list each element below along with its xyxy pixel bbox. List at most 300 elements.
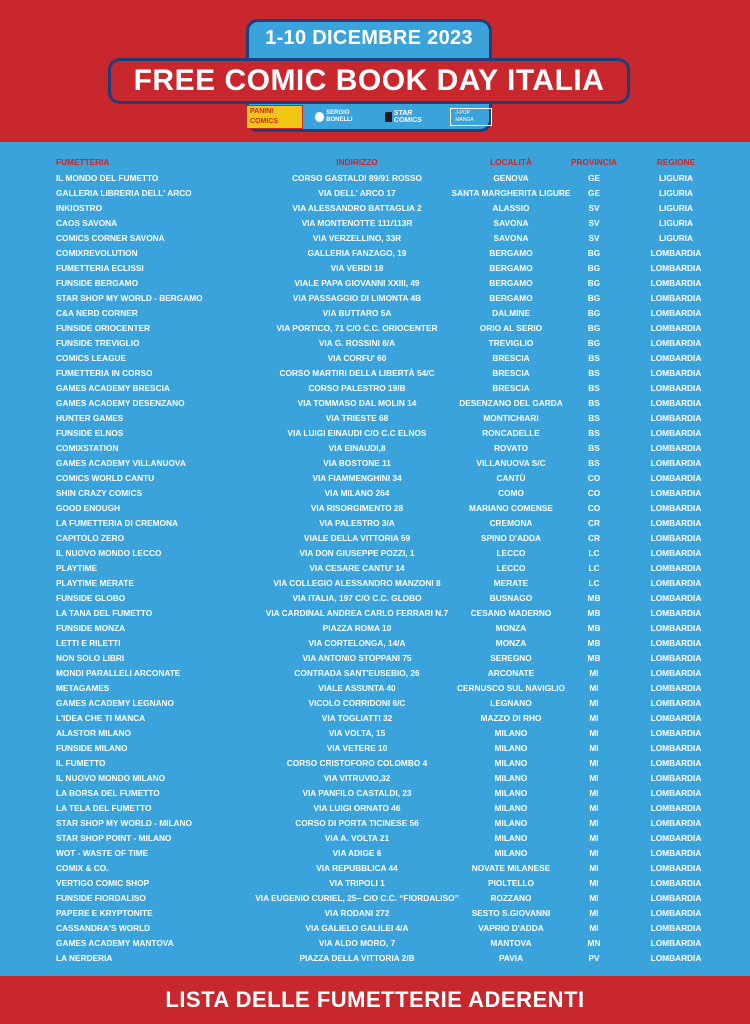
shop-name: LA FUMETTERIA DI CREMONA (56, 518, 178, 528)
shop-region: LOMBARDIA (650, 698, 702, 708)
shop-address: CONTRADA SANT'EUSEBIO, 26 (294, 668, 420, 678)
table-row (0, 681, 750, 696)
shop-name: IL NUOVO MONDO LECCO (56, 548, 162, 558)
shop-name: FUNSIDE MILANO (56, 743, 128, 753)
shop-locality: MERATE (493, 578, 529, 588)
shop-province: BG (587, 338, 601, 348)
shop-region: LIGURIA (658, 218, 694, 228)
shop-province: MB (587, 623, 601, 633)
shop-region: LOMBARDIA (650, 623, 702, 633)
shop-region: LOMBARDIA (650, 338, 702, 348)
shop-region: LOMBARDIA (650, 758, 702, 768)
shop-region: LOMBARDIA (650, 563, 702, 573)
shop-province: MB (587, 608, 601, 618)
shop-name: CAOS SAVONA (56, 218, 118, 228)
shop-province: MB (587, 593, 601, 603)
shop-name: LA TELA DEL FUMETTO (56, 803, 152, 813)
shop-name: C&A NERD CORNER (56, 308, 138, 318)
column-header-locality: LOCALITÀ (490, 157, 532, 167)
shop-locality: ORIO AL SERIO (479, 323, 543, 333)
shop-region: LOMBARDIA (650, 548, 702, 558)
shop-address: VIA VERDI 18 (330, 263, 384, 273)
shop-address: VIA CESARE CANTU' 14 (309, 563, 405, 573)
jpop-manga-logo: J-POP MANGA (450, 108, 492, 126)
shop-name: IL FUMETTO (56, 758, 106, 768)
table-body (0, 171, 750, 966)
shop-locality: SAVONA (493, 233, 529, 243)
shop-province: MI (589, 698, 599, 708)
table-row (0, 711, 750, 726)
shop-address: PIAZZA DELLA VITTORIA 2/B (299, 953, 415, 963)
shop-region: LOMBARDIA (650, 593, 702, 603)
shop-province: MI (589, 863, 599, 873)
shop-region: LOMBARDIA (650, 488, 702, 498)
shop-locality: RONCADELLE (482, 428, 540, 438)
shop-province: CR (588, 533, 600, 543)
shop-locality: DALMINE (492, 308, 530, 318)
shop-region: LOMBARDIA (650, 713, 702, 723)
event-dates: 1-10 DICEMBRE 2023 (265, 27, 473, 49)
shop-name: PLAYTIME (56, 563, 98, 573)
shop-locality: VILLANUOVA S/C (476, 458, 546, 468)
shop-name: CASSANDRA'S WORLD (56, 923, 151, 933)
shop-address: VIA ADIGE 6 (332, 848, 382, 858)
table-row (0, 756, 750, 771)
table-row (0, 666, 750, 681)
shop-region: LOMBARDIA (650, 308, 702, 318)
shop-region: LOMBARDIA (650, 818, 702, 828)
shop-region: LOMBARDIA (650, 683, 702, 693)
shop-name: LETTI E RILETTI (56, 638, 121, 648)
shops-table (0, 155, 750, 966)
table-row (0, 576, 750, 591)
shop-address: VIA MONTENOTTE 111/113R (301, 218, 413, 228)
shop-address: VIA TOMMASO DAL MOLIN 14 (297, 398, 417, 408)
shop-region: LOMBARDIA (650, 503, 702, 513)
shop-name: LA TANA DEL FUMETTO (56, 608, 153, 618)
shop-province: LC (588, 548, 600, 558)
shop-address: VIA PORTICO, 71 C/O C.C. ORIOCENTER (276, 323, 438, 333)
shop-locality: LECCO (496, 563, 526, 573)
star-comics-logo (385, 110, 438, 124)
shop-address: VIALE DELLA VITTORIA 59 (303, 533, 411, 543)
table-row (0, 726, 750, 741)
shop-name: LA NERDERIA (56, 953, 113, 963)
shop-region: LOMBARDIA (650, 293, 702, 303)
shop-address: VIA MILANO 264 (324, 488, 390, 498)
table-row (0, 846, 750, 861)
shop-address: VIA BOSTONE 11 (323, 458, 391, 468)
table-row (0, 276, 750, 291)
shop-name: STAR SHOP POINT - MILANO (56, 833, 172, 843)
shop-address: VIA G. ROSSINI 6/A (318, 338, 396, 348)
shop-region: LOMBARDIA (650, 653, 702, 663)
shop-locality: MILANO (494, 773, 528, 783)
shop-locality: CESANO MADERNO (470, 608, 552, 618)
table-row (0, 366, 750, 381)
shop-name: FUMETTERIA ECLISSI (56, 263, 144, 273)
shop-region: LOMBARDIA (650, 473, 702, 483)
shop-province: GE (588, 173, 600, 183)
shop-region: LOMBARDIA (650, 788, 702, 798)
table-row (0, 456, 750, 471)
shop-locality: MILANO (494, 803, 528, 813)
shop-locality: DESENZANO DEL GARDA (459, 398, 563, 408)
shop-name: GAMES ACADEMY DESENZANO (56, 398, 185, 408)
shop-region: LOMBARDIA (650, 773, 702, 783)
shop-locality: GENOVA (493, 173, 529, 183)
table-row (0, 696, 750, 711)
shop-region: LOMBARDIA (650, 458, 702, 468)
shop-province: BS (588, 443, 600, 453)
shop-province: GE (588, 188, 600, 198)
shop-region: LOMBARDIA (650, 728, 702, 738)
shop-region: LOMBARDIA (650, 848, 702, 858)
shop-address: VIA RODANI 272 (324, 908, 390, 918)
shop-province: BS (588, 413, 600, 423)
column-header-address: INDIRIZZO (336, 157, 378, 167)
shop-region: LOMBARDIA (650, 923, 702, 933)
shop-region: LOMBARDIA (650, 578, 702, 588)
shop-name: IL MONDO DEL FUMETTO (56, 173, 159, 183)
shop-province: BS (588, 428, 600, 438)
shop-province: MI (589, 893, 599, 903)
shop-region: LOMBARDIA (650, 518, 702, 528)
shop-address: VIA VITRUVIO,32 (323, 773, 391, 783)
shop-locality: MILANO (494, 848, 528, 858)
shop-province: MI (589, 668, 599, 678)
shop-province: MI (589, 713, 599, 723)
shop-name: STAR SHOP MY WORLD - MILANO (56, 818, 192, 828)
shop-address: VIA PALESTRO 3/A (319, 518, 395, 528)
shop-province: CR (588, 518, 600, 528)
shop-region: LOMBARDIA (650, 953, 702, 963)
table-row (0, 486, 750, 501)
shop-locality: MARIANO COMENSE (469, 503, 553, 513)
shop-name: COMIXSTATION (56, 443, 119, 453)
shop-name: FUNSIDE ELNOS (56, 428, 124, 438)
shop-province: MI (589, 788, 599, 798)
shop-locality: MANTOVA (490, 938, 532, 948)
shop-province: MI (589, 743, 599, 753)
shop-locality: MONZA (495, 623, 527, 633)
shop-address: VIA EINAUDI,8 (328, 443, 386, 453)
table-row (0, 321, 750, 336)
shop-province: PV (588, 953, 600, 963)
table-row (0, 561, 750, 576)
table-row (0, 246, 750, 261)
shop-address: CORSO MARTIRI DELLA LIBERTÀ 54/C (279, 368, 435, 378)
shop-name: FUMETTERIA IN CORSO (56, 368, 153, 378)
shop-address: VIA CORTELONGA, 14/A (308, 638, 406, 648)
bonelli-mark-icon (315, 112, 324, 122)
shop-locality: MAZZO DI RHO (480, 713, 542, 723)
column-header-province: PROVINCIA (570, 157, 618, 167)
shop-name: SHIN CRAZY COMICS (56, 488, 143, 498)
shop-province: BS (588, 398, 600, 408)
shop-address: VIA LUIGI ORNATO 46 (313, 803, 401, 813)
shop-name: GALLERIA LIBRERIA DELL' ARCO (56, 188, 192, 198)
table-row (0, 591, 750, 606)
table-row (0, 771, 750, 786)
table-row (0, 876, 750, 891)
shop-name: PLAYTIME MERATE (56, 578, 134, 588)
list-title: LISTA DELLE FUMETTERIE ADERENTI (165, 987, 585, 1012)
shop-province: MI (589, 683, 599, 693)
shop-province: BG (587, 308, 601, 318)
shop-address: VIA DELL' ARCO 17 (318, 188, 396, 198)
sergio-bonelli-label: SERGIO BONELLI (326, 110, 353, 123)
shop-province: MI (589, 728, 599, 738)
shop-province: MI (589, 818, 599, 828)
shop-address: VIA VOLTA, 15 (328, 728, 386, 738)
shop-province: CO (587, 503, 601, 513)
shop-province: MI (589, 758, 599, 768)
shop-address: VIA REPUBBLICA 44 (316, 863, 398, 873)
shop-region: LIGURIA (658, 203, 694, 213)
shop-region: LOMBARDIA (650, 938, 702, 948)
shop-region: LOMBARDIA (650, 668, 702, 678)
shop-region: LOMBARDIA (650, 608, 702, 618)
shop-name: L'IDEA CHE TI MANCA (56, 713, 146, 723)
shop-address: CORSO GASTALDI 89/91 ROSSO (292, 173, 422, 183)
shop-region: LOMBARDIA (650, 353, 702, 363)
shop-name: COMICS LEAGUE (56, 353, 127, 363)
shop-address: VIA GALIELO GALILEI 4/A (305, 923, 409, 933)
shop-region: LOMBARDIA (650, 428, 702, 438)
shop-province: SV (588, 233, 600, 243)
shop-locality: MILANO (494, 728, 528, 738)
shop-locality: MONZA (495, 638, 527, 648)
shop-locality: LEGNANO (490, 698, 532, 708)
shop-name: MONDI PARALLELI ARCONATE (56, 668, 181, 678)
shop-address: VIA ALESSANDRO BATTAGLIA 2 (292, 203, 422, 213)
shop-region: LOMBARDIA (650, 398, 702, 408)
shop-name: VERTIGO COMIC SHOP (56, 878, 150, 888)
shop-locality: SESTO S.GIOVANNI (471, 908, 551, 918)
shop-name: GOOD ENOUGH (56, 503, 121, 513)
shop-locality: BUSNAGO (489, 593, 533, 603)
shop-province: LC (588, 578, 600, 588)
shop-province: BG (587, 323, 601, 333)
shop-address: CORSO CRISTOFORO COLOMBO 4 (286, 758, 428, 768)
shop-name: GAMES ACADEMY VILLANUOVA (56, 458, 186, 468)
shop-region: LOMBARDIA (650, 413, 702, 423)
table-row (0, 261, 750, 276)
shop-name: GAMES ACADEMY BRESCIA (56, 383, 170, 393)
shop-region: LOMBARDIA (650, 248, 702, 258)
shop-address: VIA EUGENIO CURIEL, 25– C/O C.C. “FIORDALISO” (255, 893, 459, 903)
shop-name: COMICS CORNER SAVONA (56, 233, 165, 243)
table-row (0, 891, 750, 906)
table-row (0, 201, 750, 216)
shop-name: FUNSIDE ORIOCENTER (56, 323, 151, 333)
shop-locality: NOVATE MILANESE (471, 863, 551, 873)
column-header-shop: FUMETTERIA (56, 157, 110, 167)
shop-name: COMIXREVOLUTION (56, 248, 138, 258)
shop-locality: MONTICHIARI (483, 413, 539, 423)
shop-province: MI (589, 833, 599, 843)
table-row (0, 621, 750, 636)
shop-address: PIAZZA ROMA 10 (322, 623, 392, 633)
shop-locality: PAVIA (498, 953, 524, 963)
shop-name: COMICS WORLD CANTU (56, 473, 155, 483)
table-row (0, 861, 750, 876)
shop-address: VIA COLLEGIO ALESSANDRO MANZONI 8 (273, 578, 441, 588)
shop-name: COMIX & CO. (56, 863, 109, 873)
table-row (0, 336, 750, 351)
table-row (0, 651, 750, 666)
shop-locality: PIOLTELLO (488, 878, 534, 888)
shop-locality: SPINO D'ADDA (480, 533, 542, 543)
shop-province: MI (589, 773, 599, 783)
shop-locality: ALASSIO (492, 203, 530, 213)
shop-locality: ROZZANO (490, 893, 532, 903)
shop-locality: SANTA MARGHERITA LIGURE (451, 188, 571, 198)
shop-address: VIA A. VOLTA 21 (324, 833, 390, 843)
table-row (0, 636, 750, 651)
shop-province: LC (588, 563, 600, 573)
shop-locality: MILANO (494, 743, 528, 753)
table-row (0, 231, 750, 246)
table-row (0, 936, 750, 951)
table-row (0, 816, 750, 831)
shop-province: MI (589, 878, 599, 888)
shop-locality: BRESCIA (492, 353, 530, 363)
table-row (0, 306, 750, 321)
shop-region: LOMBARDIA (650, 278, 702, 288)
shop-name: GAMES ACADEMY LEGNANO (56, 698, 175, 708)
shop-locality: MILANO (494, 818, 528, 828)
shop-address: VIA VETERE 10 (326, 743, 388, 753)
table-row (0, 786, 750, 801)
shop-locality: SAVONA (493, 218, 529, 228)
shop-address: CORSO PALESTRO 19/B (308, 383, 406, 393)
table-row (0, 546, 750, 561)
shop-address: VIA DON GIUSEPPE POZZI, 1 (299, 548, 415, 558)
column-header-region: REGIONE (656, 157, 696, 167)
shop-locality: BRESCIA (492, 383, 530, 393)
table-row (0, 441, 750, 456)
shop-locality: COMO (498, 488, 524, 498)
shop-address: VIA TOGLIATTI 32 (321, 713, 393, 723)
table-row (0, 396, 750, 411)
shop-region: LOMBARDIA (650, 533, 702, 543)
shop-region: LOMBARDIA (650, 893, 702, 903)
panini-comics-logo: PANINI COMICS (246, 105, 303, 129)
shop-name: FUNSIDE GLOBO (56, 593, 126, 603)
shop-region: LOMBARDIA (650, 743, 702, 753)
shop-province: MB (587, 638, 601, 648)
shop-name: METAGAMES (56, 683, 110, 693)
shop-name: CAPITOLO ZERO (56, 533, 125, 543)
table-header (0, 155, 750, 171)
shop-province: CO (587, 473, 601, 483)
shop-locality: BERGAMO (489, 293, 533, 303)
shop-region: LOMBARDIA (650, 803, 702, 813)
shop-province: BG (587, 248, 601, 258)
shop-locality: CERNUSCO SUL NAVIGLIO (456, 683, 566, 693)
shop-province: MI (589, 908, 599, 918)
shop-province: MN (587, 938, 601, 948)
shop-name: WOT - WASTE OF TIME (56, 848, 149, 858)
publisher-logos (246, 108, 492, 126)
shop-province: BS (588, 368, 600, 378)
shop-region: LOMBARDIA (650, 383, 702, 393)
shop-locality: BRESCIA (492, 368, 530, 378)
shop-locality: BERGAMO (489, 248, 533, 258)
star-comics-mark-icon (385, 112, 391, 122)
shop-locality: ARCONATE (487, 668, 535, 678)
shop-address: VIA ANTONIO STOPPANI 75 (302, 653, 412, 663)
shop-locality: MILANO (494, 758, 528, 768)
shop-locality: TREVIGLIO (488, 338, 534, 348)
shop-name: FUNSIDE MONZA (56, 623, 126, 633)
shop-name: GAMES ACADEMY MANTOVA (56, 938, 174, 948)
shop-address: VIA ITALIA, 197 C/O C.C. GLOBO (292, 593, 422, 603)
table-row (0, 381, 750, 396)
shop-name: STAR SHOP MY WORLD - BERGAMO (56, 293, 203, 303)
event-title: FREE COMIC BOOK DAY ITALIA (108, 58, 630, 104)
shop-locality: LECCO (496, 548, 526, 558)
shop-address: VIALE ASSUNTA 40 (318, 683, 396, 693)
shop-region: LOMBARDIA (650, 863, 702, 873)
shop-name: ALASTOR MILANO (56, 728, 131, 738)
shop-locality: CREMONA (489, 518, 533, 528)
shop-region: LOMBARDIA (650, 638, 702, 648)
shop-address: VIA FIAMMENGHINI 34 (312, 473, 402, 483)
shop-address: VIA PANFILO CASTALDI, 23 (302, 788, 412, 798)
shop-locality: MILANO (494, 833, 528, 843)
shop-region: LOMBARDIA (650, 323, 702, 333)
shop-region: LOMBARDIA (650, 368, 702, 378)
table-row (0, 801, 750, 816)
shop-province: MI (589, 848, 599, 858)
sergio-bonelli-logo (315, 110, 373, 124)
shop-province: SV (588, 203, 600, 213)
table-row (0, 216, 750, 231)
shop-region: LIGURIA (658, 188, 694, 198)
shop-address: VIA RISORGIMENTO 28 (310, 503, 404, 513)
table-row (0, 921, 750, 936)
shop-locality: MILANO (494, 788, 528, 798)
table-row (0, 606, 750, 621)
shop-province: BG (587, 293, 601, 303)
shop-address: VIALE PAPA GIOVANNI XXIII, 49 (294, 278, 420, 288)
shop-address: VIA BUTTARO 5A (322, 308, 392, 318)
shop-name: INKIOSTRO (56, 203, 103, 213)
shop-name: FUNSIDE FIORDALISO (56, 893, 146, 903)
shop-province: MI (589, 923, 599, 933)
shop-province: MI (589, 803, 599, 813)
shop-province: CO (587, 488, 601, 498)
table-row (0, 471, 750, 486)
shop-address: VIA CARDINAL ANDREA CARLO FERRARI N.7 (265, 608, 449, 618)
shop-region: LOMBARDIA (650, 263, 702, 273)
table-row (0, 291, 750, 306)
shop-address: VIA ALDO MORO, 7 (318, 938, 396, 948)
shop-locality: VAPRIO D'ADDA (478, 923, 544, 933)
shop-province: BG (587, 263, 601, 273)
shop-address: VIA PASSAGGIO DI LIMONTA 4B (292, 293, 422, 303)
table-row (0, 186, 750, 201)
shop-locality: BERGAMO (489, 278, 533, 288)
table-row (0, 426, 750, 441)
table-row (0, 741, 750, 756)
shop-address: VIA TRIESTE 68 (325, 413, 389, 423)
shop-province: BS (588, 383, 600, 393)
table-row (0, 351, 750, 366)
